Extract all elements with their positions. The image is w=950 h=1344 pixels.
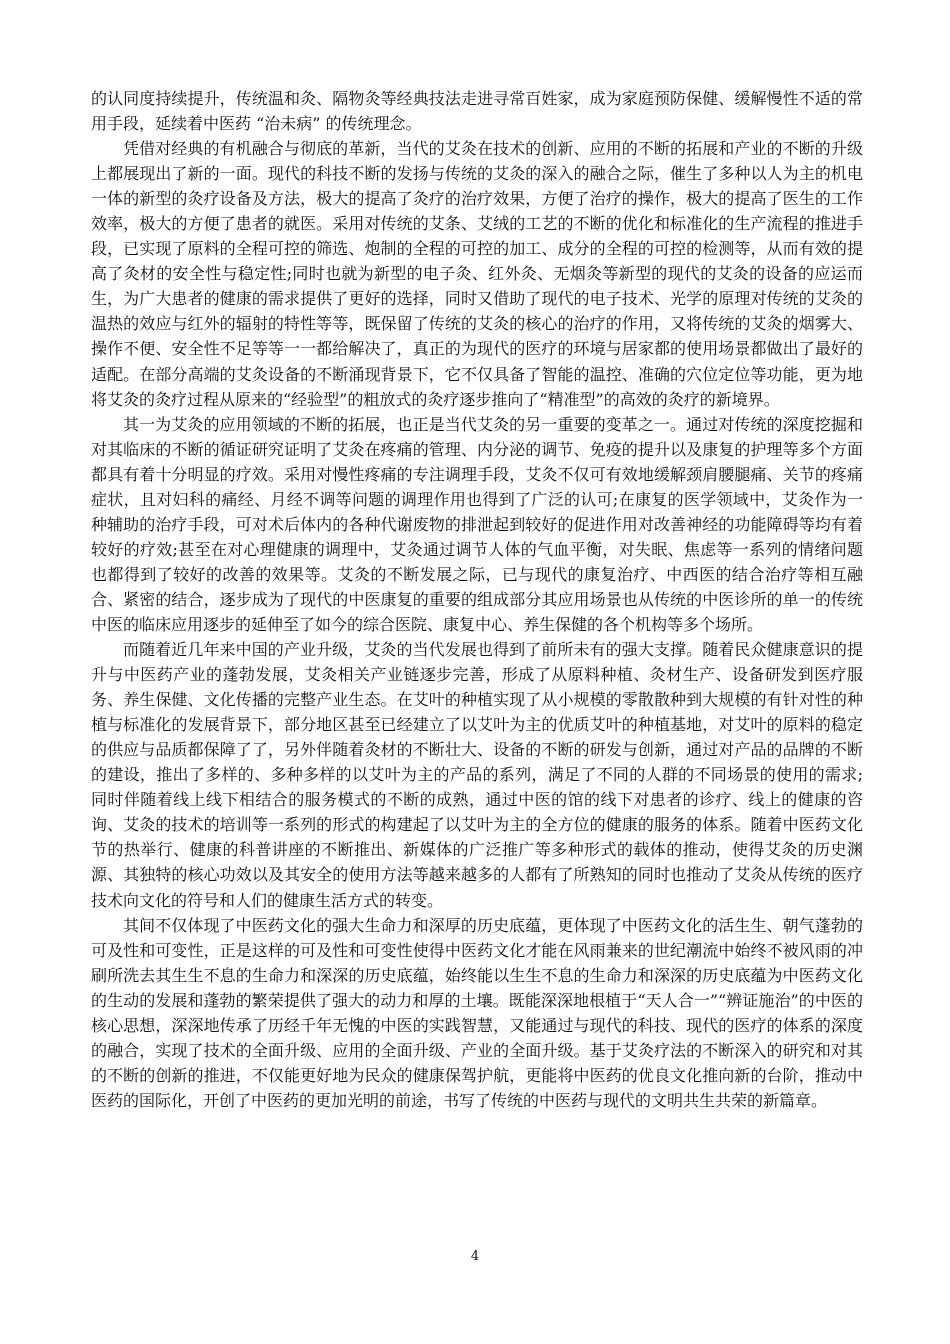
body-text	[91, 86, 863, 1113]
paragraph-technology-innovation: 凭借对经典的有机融合与彻底的革新，当代的艾灸在技术的创新、应用的不断的拓展和产业的不断的升级上都展现出了新的一面。现代的科技不断的发扬与传统的艾灸的深入的融合之际，催生了多种以人为主的机电一体的新型的灸疗设备及方法，极大的提高了灸疗的治疗效果，方便了治疗的操作，极大的提高了医生的工作效率，极大的方便了患者的就医。采用对传统的艾条、艾绒的工艺的不断的优化和标准化的生产流程的推进手段，已实现了原料的全程可控的筛选、炮制的全程的可控的加工、成分的全程的可控的检测等，从而有效的提高了灸材的安全性与稳定性;同时也就为新型的电子灸、红外灸、无烟灸等新型的现代的艾灸的设备的应运而生，为广大患者的健康的需求提供了更好的选择，同时又借助了现代的电子技术、光学的原理对传统的艾灸的温热的效应与红外的辐射的特性等等，既保留了传统的艾灸的核心的治疗的作用，又将传统的艾灸的烟雾大、操作不便、安全性不足等等一一都给解决了，真正的为现代的医疗的环境与居家都的使用场景都做出了最好的适配。在部分高端的艾灸设备的不断涌现背景下，它不仅具备了智能的温控、准确的穴位定位等功能，更为地将艾灸的灸疗过程从原来的“经验型”的粗放式的灸疗逐步推向了“精准型”的高效的灸疗的新境界。	[91, 139, 863, 409]
paragraph-continuation: 的认同度持续提升，传统温和灸、隔物灸等经典技法走进寻常百姓家，成为家庭预防保健、缓解慢性不适的常用手段，延续着中医药 “治未病” 的传统理念。	[91, 89, 863, 134]
page-number: 4	[470, 1249, 480, 1264]
paragraph-conclusion: 其间不仅体现了中医药文化的强大生命力和深厚的历史底蕴，更体现了中医药文化的活生生、朝气蓬勃的可及性和可变性，正是这样的可及性和可变性使得中医药文化才能在风雨兼来的世纪潮流中始终不被风雨的冲刷所洗去其生生不息的生命力和深深的历史底蕴，始终能以生生不息的生命力和深深的历史底蕴为中医药文化的生动的发展和蓬勃的繁荣提供了强大的动力和厚的土壤。既能深深地根植于“天人合一”“辨证施治”的中医的核心思想，深深地传承了历经千年无愧的中医的实践智慧，又能通过与现代的科技、现代的医疗的体系的深度的融合，实现了技术的全面升级、应用的全面升级、产业的全面升级。基于艾灸疗法的不断深入的研究和对其的不断的创新的推进，不仅能更好地为民众的健康保驾护航，更能将中医药的优良文化推向新的台阶，推动中医药的国际化，开创了中医药的更加光明的前途，书写了传统的中医药与现代的文明共生共荣的新篇章。	[91, 915, 863, 1110]
paragraph-application-expansion: 其一为艾灸的应用领域的不断的拓展，也正是当代艾灸的另一重要的变革之一。通过对传统的深度挖掘和对其临床的不断的循证研究证明了艾灸在疼痛的管理、内分泌的调节、免疫的提升以及康复的护理等多个方面都具有着十分明显的疗效。采用对慢性疼痛的专注调理手段，艾灸不仅可有效地缓解颈肩腰腿痛、关节的疼痛症状，且对妇科的痛经、月经不调等问题的调理作用也得到了广泛的认可;在康复的医学领域中，艾灸作为一种辅助的治疗手段，可对术后体内的各种代谢废物的排泄起到较好的促进作用对改善神经的功能障碍等均有着较好的疗效;甚至在对心理健康的调理中，艾灸通过调节人体的气血平衡，对失眠、焦虑等一系列的情绪问题也都得到了较好的改善的效果等。艾灸的不断发展之际，已与现代的康复治疗、中西医的结合治疗等相互融合、紧密的结合，逐步成为了现代的中医康复的重要的组成部分其应用场景也从传统的中医诊所的单一的传统中医的临床应用逐步的延伸至了如今的综合医院、康复中心、养生保健的各个机构等多个场所。	[91, 414, 863, 634]
paragraph-industry-upgrade: 而随着近几年来中国的产业升级，艾灸的当代发展也得到了前所未有的强大支撑。随着民众健康意识的提升与中医药产业的蓬勃发展，艾灸相关产业链逐步完善，形成了从原料种植、灸材生产、设备研发到医疗服务、养生保健、文化传播的完整产业生态。在艾叶的种植实现了从小规模的零散散种到大规模的有针对性的种植与标准化的发展背景下，部分地区甚至已经建立了以艾叶为主的优质艾叶的种植基地，对艾叶的原料的稳定的供应与品质都保障了了，另外伴随着灸材的不断壮大、设备的不断的研发与创新，通过对产品的品牌的不断的建设，推出了多样的、多种多样的以艾叶为主的产品的系列，满足了不同的人群的不同场景的使用的需求;同时伴随着线上线下相结合的服务模式的不断的成熟，通过中医的馆的线下对患者的诊疗、线上的健康的咨询、艾灸的技术的培训等一系列的形式的构建起了以艾叶为主的全方位的健康的服务的体系。随着中医药文化节的热举行、健康的科普讲座的不断推出、新媒体的广泛推广等多种形式的载体的推动，使得艾灸的历史渊源、其独特的核心功效以及其安全的使用方法等越来越多的人都有了所熟知的同时也推动了艾灸从传统的医疗技术向文化的符号和人们的健康生活方式的转变。	[91, 640, 863, 910]
